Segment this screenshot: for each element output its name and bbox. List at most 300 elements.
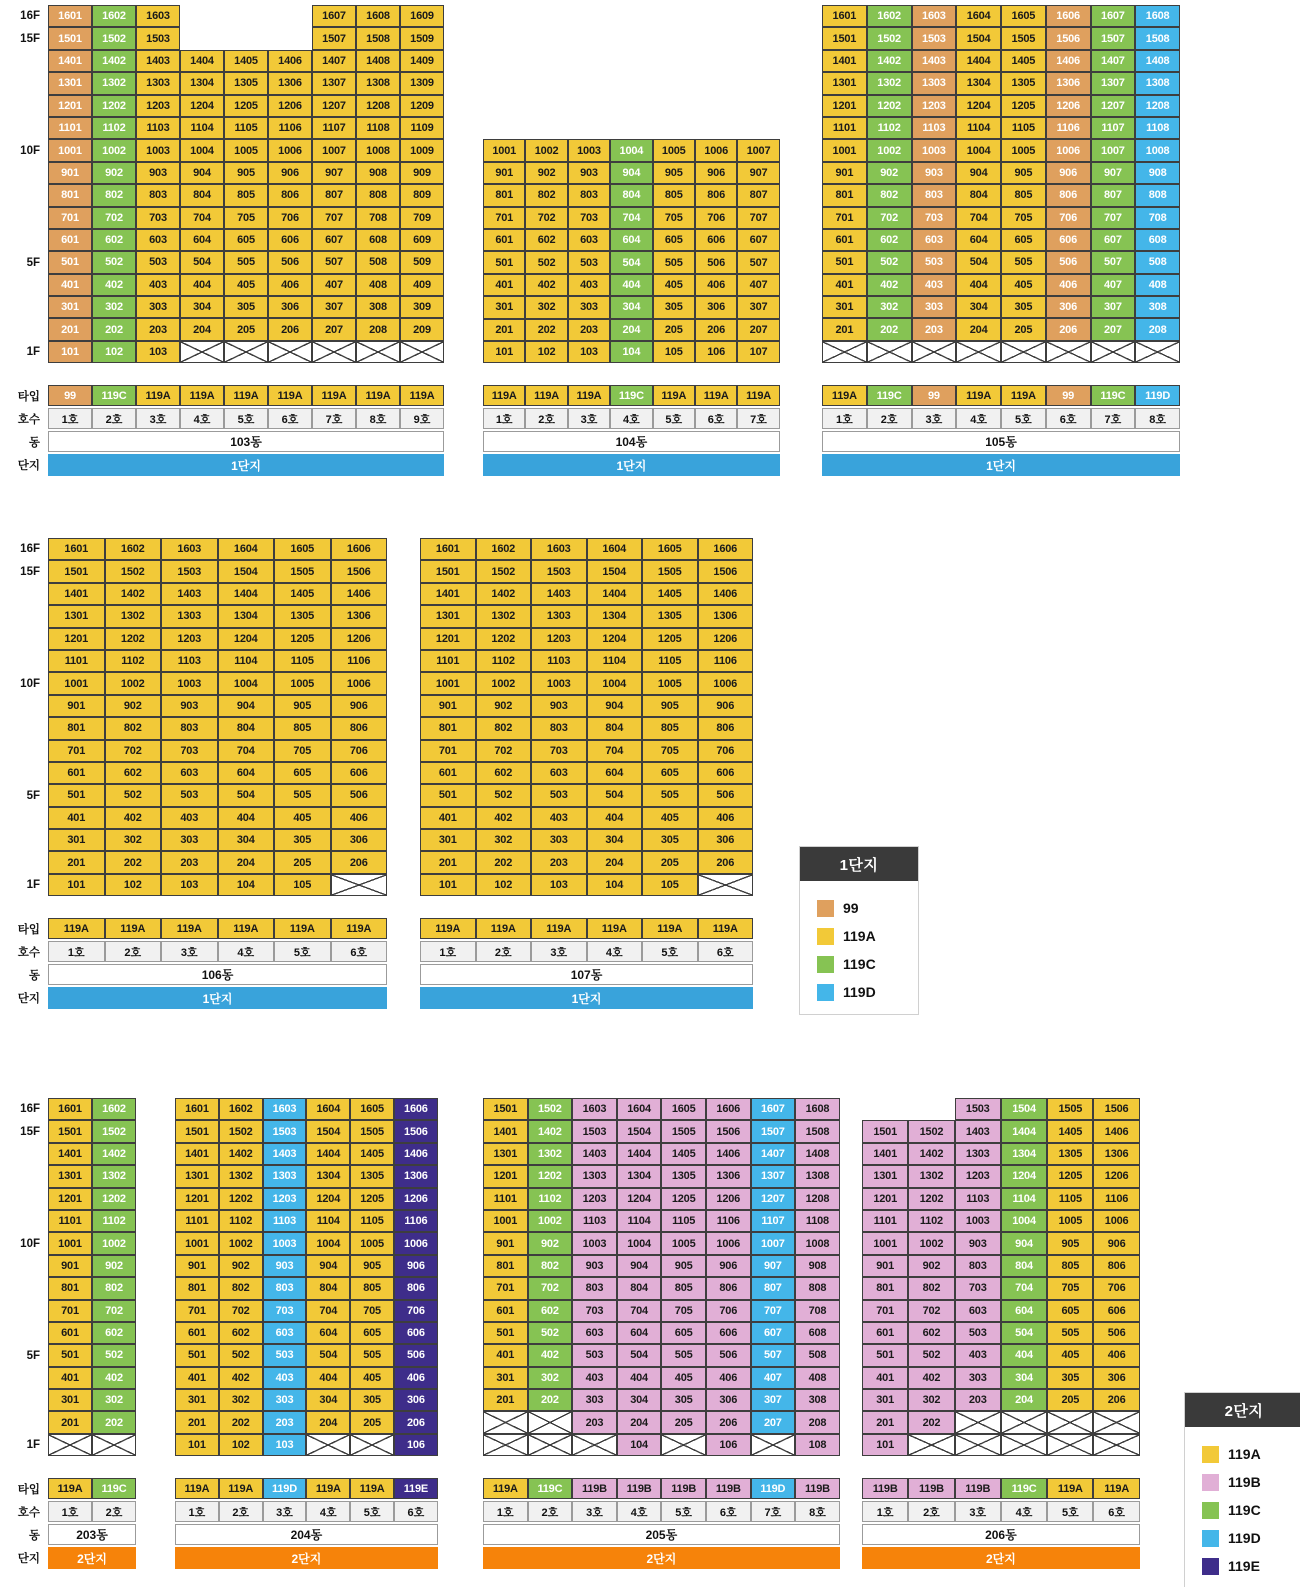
unit-cell[interactable]: 301	[48, 296, 92, 318]
unit-cell[interactable]: 1505	[642, 560, 698, 582]
unit-cell[interactable]: 604	[956, 229, 1001, 251]
unit-cell[interactable]: 606	[1046, 229, 1091, 251]
unit-cell[interactable]: 406	[1046, 274, 1091, 296]
unit-cell[interactable]: 1604	[218, 538, 275, 560]
unit-cell[interactable]: 605	[661, 1322, 706, 1344]
unit-cell[interactable]: 703	[955, 1277, 1001, 1299]
unit-cell[interactable]: 209	[400, 318, 444, 340]
unit-cell[interactable]: 605	[1001, 229, 1046, 251]
unit-cell[interactable]: 203	[136, 318, 180, 340]
unit-cell[interactable]: 901	[420, 695, 476, 717]
unit-cell[interactable]: 1608	[1135, 5, 1180, 27]
unit-cell[interactable]: 501	[420, 784, 476, 806]
unit-cell[interactable]: 1106	[331, 650, 388, 672]
unit-cell[interactable]: 405	[1047, 1344, 1093, 1366]
unit-cell[interactable]: 1604	[587, 538, 643, 560]
unit-cell[interactable]: 202	[476, 851, 532, 873]
unit-cell[interactable]: 1501	[48, 1120, 92, 1142]
unit-cell[interactable]: 301	[175, 1389, 219, 1411]
unit-cell[interactable]: 501	[483, 1322, 528, 1344]
unit-cell[interactable]: 501	[822, 251, 867, 273]
unit-cell[interactable]: 1103	[263, 1210, 307, 1232]
unit-cell[interactable]: 1202	[92, 95, 136, 117]
unit-cell[interactable]: 406	[1093, 1344, 1139, 1366]
unit-cell[interactable]: 803	[161, 717, 218, 739]
unit-cell[interactable]: 1406	[1093, 1120, 1139, 1142]
unit-cell[interactable]: 406	[695, 274, 737, 296]
unit-cell[interactable]: 1308	[356, 72, 400, 94]
unit-cell[interactable]: 1509	[400, 27, 444, 49]
unit-cell[interactable]: 504	[956, 251, 1001, 273]
unit-cell[interactable]: 701	[483, 207, 525, 229]
unit-cell[interactable]: 804	[610, 184, 652, 206]
unit-cell[interactable]: 606	[394, 1322, 438, 1344]
unit-cell[interactable]: 1306	[331, 605, 388, 627]
unit-cell[interactable]: 403	[912, 274, 957, 296]
unit-cell[interactable]: 603	[531, 762, 587, 784]
unit-cell[interactable]: 1603	[912, 5, 957, 27]
unit-cell[interactable]: 1605	[274, 538, 331, 560]
unit-cell[interactable]: 906	[695, 162, 737, 184]
unit-cell[interactable]: 805	[661, 1277, 706, 1299]
unit-cell[interactable]: 1407	[1091, 50, 1136, 72]
unit-cell[interactable]: 601	[822, 229, 867, 251]
unit-cell[interactable]: 105	[274, 874, 331, 896]
unit-cell[interactable]: 306	[698, 829, 754, 851]
unit-cell[interactable]: 303	[568, 296, 610, 318]
unit-cell[interactable]: 205	[1001, 318, 1046, 340]
unit-cell[interactable]: 1402	[92, 50, 136, 72]
unit-cell[interactable]: 206	[706, 1411, 751, 1433]
unit-cell[interactable]: 904	[180, 162, 224, 184]
unit-cell[interactable]: 1501	[48, 560, 105, 582]
unit-cell[interactable]: 1504	[218, 560, 275, 582]
unit-cell[interactable]: 1207	[312, 95, 356, 117]
unit-cell[interactable]: 703	[912, 207, 957, 229]
unit-cell[interactable]: 1304	[218, 605, 275, 627]
unit-cell[interactable]: 1205	[1047, 1165, 1093, 1187]
unit-cell[interactable]: 1305	[224, 72, 268, 94]
unit-cell[interactable]: 709	[400, 207, 444, 229]
unit-cell[interactable]: 306	[268, 296, 312, 318]
unit-cell[interactable]: 1504	[1001, 1098, 1047, 1120]
unit-cell[interactable]: 1606	[331, 538, 388, 560]
unit-cell[interactable]: 1404	[1001, 1120, 1047, 1142]
unit-cell[interactable]: 505	[661, 1344, 706, 1366]
unit-cell[interactable]: 305	[224, 296, 268, 318]
unit-cell[interactable]: 804	[1001, 1255, 1047, 1277]
unit-cell[interactable]: 507	[312, 251, 356, 273]
unit-cell[interactable]: 602	[908, 1322, 954, 1344]
unit-cell[interactable]: 804	[180, 184, 224, 206]
unit-cell[interactable]: 401	[175, 1367, 219, 1389]
unit-cell[interactable]: 1306	[706, 1165, 751, 1187]
unit-cell[interactable]: 1102	[219, 1210, 263, 1232]
unit-cell[interactable]: 905	[350, 1255, 394, 1277]
unit-cell[interactable]: 1008	[1135, 139, 1180, 161]
unit-cell[interactable]: 204	[1001, 1389, 1047, 1411]
unit-cell[interactable]: 106	[706, 1434, 751, 1456]
unit-cell[interactable]: 907	[751, 1255, 796, 1277]
unit-cell[interactable]: 504	[1001, 1322, 1047, 1344]
unit-cell[interactable]: 1408	[356, 50, 400, 72]
unit-cell[interactable]: 703	[572, 1300, 617, 1322]
unit-cell[interactable]: 704	[617, 1300, 662, 1322]
unit-cell[interactable]: 204	[617, 1411, 662, 1433]
unit-cell[interactable]: 807	[312, 184, 356, 206]
unit-cell[interactable]: 1606	[394, 1098, 438, 1120]
unit-cell[interactable]: 701	[48, 1300, 92, 1322]
unit-cell[interactable]: 708	[1135, 207, 1180, 229]
unit-cell[interactable]: 1206	[394, 1188, 438, 1210]
unit-cell[interactable]: 1406	[706, 1143, 751, 1165]
unit-cell[interactable]: 1206	[706, 1188, 751, 1210]
unit-cell[interactable]: 201	[48, 1411, 92, 1433]
unit-cell[interactable]: 603	[136, 229, 180, 251]
unit-cell[interactable]: 303	[161, 829, 218, 851]
unit-cell[interactable]: 1109	[400, 117, 444, 139]
unit-cell[interactable]: 806	[695, 184, 737, 206]
unit-cell[interactable]: 606	[706, 1322, 751, 1344]
unit-cell[interactable]: 1205	[350, 1188, 394, 1210]
unit-cell[interactable]: 1001	[822, 139, 867, 161]
unit-cell[interactable]: 1508	[795, 1120, 840, 1142]
unit-cell[interactable]: 507	[1091, 251, 1136, 273]
unit-cell[interactable]: 705	[274, 740, 331, 762]
unit-cell[interactable]: 903	[912, 162, 957, 184]
unit-cell[interactable]: 203	[568, 319, 610, 341]
unit-cell[interactable]: 1102	[92, 117, 136, 139]
unit-cell[interactable]: 402	[528, 1344, 573, 1366]
unit-cell[interactable]: 1409	[400, 50, 444, 72]
unit-cell[interactable]: 305	[661, 1389, 706, 1411]
unit-cell[interactable]: 608	[795, 1322, 840, 1344]
unit-cell[interactable]: 104	[587, 874, 643, 896]
unit-cell[interactable]: 1501	[420, 560, 476, 582]
unit-cell[interactable]: 308	[356, 296, 400, 318]
unit-cell[interactable]: 1203	[136, 95, 180, 117]
unit-cell[interactable]: 101	[175, 1434, 219, 1456]
unit-cell[interactable]: 603	[572, 1322, 617, 1344]
unit-cell[interactable]: 906	[698, 695, 754, 717]
unit-cell[interactable]: 1204	[587, 628, 643, 650]
unit-cell[interactable]: 904	[306, 1255, 350, 1277]
unit-cell[interactable]: 1001	[483, 139, 525, 161]
unit-cell[interactable]: 206	[698, 851, 754, 873]
unit-cell[interactable]: 1504	[306, 1120, 350, 1142]
unit-cell[interactable]: 902	[219, 1255, 263, 1277]
unit-cell[interactable]: 1102	[867, 117, 912, 139]
unit-cell[interactable]: 1405	[642, 583, 698, 605]
unit-cell[interactable]: 1405	[1047, 1120, 1093, 1142]
unit-cell[interactable]: 1607	[751, 1098, 796, 1120]
unit-cell[interactable]: 603	[568, 229, 610, 251]
unit-cell[interactable]: 1401	[175, 1143, 219, 1165]
unit-cell[interactable]: 204	[956, 318, 1001, 340]
unit-cell[interactable]: 506	[706, 1344, 751, 1366]
unit-cell[interactable]: 1203	[912, 95, 957, 117]
unit-cell[interactable]: 708	[795, 1300, 840, 1322]
unit-cell[interactable]: 1605	[642, 538, 698, 560]
unit-cell[interactable]: 608	[356, 229, 400, 251]
unit-cell[interactable]: 1408	[1135, 50, 1180, 72]
unit-cell[interactable]: 1603	[263, 1098, 307, 1120]
unit-cell[interactable]: 1003	[263, 1232, 307, 1254]
unit-cell[interactable]: 1006	[706, 1232, 751, 1254]
unit-cell[interactable]: 702	[528, 1277, 573, 1299]
unit-cell[interactable]: 1107	[312, 117, 356, 139]
unit-cell[interactable]: 1002	[92, 1232, 136, 1254]
unit-cell[interactable]: 604	[180, 229, 224, 251]
unit-cell[interactable]: 1201	[48, 95, 92, 117]
unit-cell[interactable]: 103	[263, 1434, 307, 1456]
unit-cell[interactable]: 1106	[268, 117, 312, 139]
unit-cell[interactable]: 806	[394, 1277, 438, 1299]
unit-cell[interactable]: 304	[306, 1389, 350, 1411]
unit-cell[interactable]: 1502	[92, 27, 136, 49]
unit-cell[interactable]: 807	[737, 184, 779, 206]
unit-cell[interactable]: 806	[698, 717, 754, 739]
unit-cell[interactable]: 1101	[822, 117, 867, 139]
unit-cell[interactable]: 306	[1093, 1367, 1139, 1389]
unit-cell[interactable]: 704	[306, 1300, 350, 1322]
unit-cell[interactable]: 805	[1001, 184, 1046, 206]
unit-cell[interactable]: 402	[219, 1367, 263, 1389]
unit-cell[interactable]: 706	[698, 740, 754, 762]
unit-cell[interactable]: 1205	[1001, 95, 1046, 117]
unit-cell[interactable]: 1303	[263, 1165, 307, 1187]
unit-cell[interactable]: 606	[268, 229, 312, 251]
unit-cell[interactable]: 1203	[263, 1188, 307, 1210]
unit-cell[interactable]: 808	[1135, 184, 1180, 206]
unit-cell[interactable]: 408	[1135, 274, 1180, 296]
unit-cell[interactable]: 1201	[483, 1165, 528, 1187]
unit-cell[interactable]: 1402	[105, 583, 162, 605]
unit-cell[interactable]: 202	[908, 1411, 954, 1433]
unit-cell[interactable]: 1203	[161, 628, 218, 650]
unit-cell[interactable]: 606	[331, 762, 388, 784]
unit-cell[interactable]: 401	[483, 1344, 528, 1366]
unit-cell[interactable]: 802	[219, 1277, 263, 1299]
unit-cell[interactable]: 309	[400, 296, 444, 318]
unit-cell[interactable]: 805	[1047, 1255, 1093, 1277]
unit-cell[interactable]: 701	[862, 1300, 908, 1322]
unit-cell[interactable]: 705	[1001, 207, 1046, 229]
unit-cell[interactable]: 1505	[350, 1120, 394, 1142]
unit-cell[interactable]: 804	[617, 1277, 662, 1299]
unit-cell[interactable]: 1005	[350, 1232, 394, 1254]
unit-cell[interactable]: 1301	[48, 1165, 92, 1187]
unit-cell[interactable]: 1201	[48, 628, 105, 650]
unit-cell[interactable]: 1508	[356, 27, 400, 49]
unit-cell[interactable]: 303	[912, 296, 957, 318]
unit-cell[interactable]: 1206	[698, 628, 754, 650]
unit-cell[interactable]: 1404	[956, 50, 1001, 72]
unit-cell[interactable]: 1104	[180, 117, 224, 139]
unit-cell[interactable]: 1601	[48, 1098, 92, 1120]
unit-cell[interactable]: 1002	[219, 1232, 263, 1254]
unit-cell[interactable]: 804	[306, 1277, 350, 1299]
unit-cell[interactable]: 609	[400, 229, 444, 251]
unit-cell[interactable]: 404	[610, 274, 652, 296]
unit-cell[interactable]: 907	[312, 162, 356, 184]
unit-cell[interactable]: 1604	[956, 5, 1001, 27]
unit-cell[interactable]: 1106	[698, 650, 754, 672]
unit-cell[interactable]: 303	[572, 1389, 617, 1411]
unit-cell[interactable]: 1002	[908, 1232, 954, 1254]
unit-cell[interactable]: 202	[525, 319, 567, 341]
unit-cell[interactable]: 903	[161, 695, 218, 717]
unit-cell[interactable]: 1602	[219, 1098, 263, 1120]
unit-cell[interactable]: 1005	[1001, 139, 1046, 161]
unit-cell[interactable]: 704	[218, 740, 275, 762]
unit-cell[interactable]: 1205	[224, 95, 268, 117]
unit-cell[interactable]: 1302	[92, 1165, 136, 1187]
unit-cell[interactable]: 702	[867, 207, 912, 229]
unit-cell[interactable]: 1202	[92, 1188, 136, 1210]
unit-cell[interactable]: 901	[175, 1255, 219, 1277]
unit-cell[interactable]: 1004	[587, 672, 643, 694]
unit-cell[interactable]: 1202	[105, 628, 162, 650]
unit-cell[interactable]: 1003	[955, 1210, 1001, 1232]
unit-cell[interactable]: 1505	[274, 560, 331, 582]
unit-cell[interactable]: 902	[92, 162, 136, 184]
unit-cell[interactable]: 1303	[955, 1143, 1001, 1165]
unit-cell[interactable]: 706	[331, 740, 388, 762]
unit-cell[interactable]: 306	[394, 1389, 438, 1411]
unit-cell[interactable]: 904	[610, 162, 652, 184]
unit-cell[interactable]: 1007	[312, 139, 356, 161]
unit-cell[interactable]: 302	[105, 829, 162, 851]
unit-cell[interactable]: 1401	[48, 50, 92, 72]
unit-cell[interactable]: 206	[268, 318, 312, 340]
unit-cell[interactable]: 707	[737, 207, 779, 229]
unit-cell[interactable]: 1303	[136, 72, 180, 94]
unit-cell[interactable]: 1604	[306, 1098, 350, 1120]
unit-cell[interactable]: 602	[92, 1322, 136, 1344]
unit-cell[interactable]: 1008	[795, 1232, 840, 1254]
unit-cell[interactable]: 203	[161, 851, 218, 873]
unit-cell[interactable]: 506	[331, 784, 388, 806]
unit-cell[interactable]: 905	[653, 162, 695, 184]
unit-cell[interactable]: 702	[219, 1300, 263, 1322]
unit-cell[interactable]: 1301	[862, 1165, 908, 1187]
unit-cell[interactable]: 807	[751, 1277, 796, 1299]
unit-cell[interactable]: 1302	[528, 1143, 573, 1165]
unit-cell[interactable]: 502	[92, 1344, 136, 1366]
unit-cell[interactable]: 1106	[1093, 1188, 1139, 1210]
unit-cell[interactable]: 706	[695, 207, 737, 229]
unit-cell[interactable]: 601	[483, 229, 525, 251]
unit-cell[interactable]: 601	[48, 229, 92, 251]
unit-cell[interactable]: 903	[531, 695, 587, 717]
unit-cell[interactable]: 802	[105, 717, 162, 739]
unit-cell[interactable]: 1306	[1046, 72, 1091, 94]
unit-cell[interactable]: 1002	[528, 1210, 573, 1232]
unit-cell[interactable]: 204	[218, 851, 275, 873]
unit-cell[interactable]: 1204	[617, 1188, 662, 1210]
unit-cell[interactable]: 1304	[587, 605, 643, 627]
unit-cell[interactable]: 1401	[48, 1143, 92, 1165]
unit-cell[interactable]: 1301	[822, 72, 867, 94]
unit-cell[interactable]: 802	[528, 1255, 573, 1277]
unit-cell[interactable]: 1306	[268, 72, 312, 94]
unit-cell[interactable]: 1102	[92, 1210, 136, 1232]
unit-cell[interactable]: 1402	[908, 1143, 954, 1165]
unit-cell[interactable]: 201	[483, 319, 525, 341]
unit-cell[interactable]: 1105	[661, 1210, 706, 1232]
unit-cell[interactable]: 405	[642, 807, 698, 829]
unit-cell[interactable]: 503	[161, 784, 218, 806]
unit-cell[interactable]: 402	[92, 274, 136, 296]
unit-cell[interactable]: 403	[955, 1344, 1001, 1366]
unit-cell[interactable]: 404	[956, 274, 1001, 296]
unit-cell[interactable]: 1003	[912, 139, 957, 161]
unit-cell[interactable]: 901	[483, 162, 525, 184]
unit-cell[interactable]: 801	[48, 184, 92, 206]
unit-cell[interactable]: 301	[420, 829, 476, 851]
unit-cell[interactable]: 706	[268, 207, 312, 229]
unit-cell[interactable]: 803	[572, 1277, 617, 1299]
unit-cell[interactable]: 1103	[161, 650, 218, 672]
unit-cell[interactable]: 508	[356, 251, 400, 273]
unit-cell[interactable]: 1003	[568, 139, 610, 161]
unit-cell[interactable]: 102	[105, 874, 162, 896]
unit-cell[interactable]: 1207	[1091, 95, 1136, 117]
unit-cell[interactable]: 1003	[161, 672, 218, 694]
unit-cell[interactable]: 304	[587, 829, 643, 851]
unit-cell[interactable]: 806	[268, 184, 312, 206]
unit-cell[interactable]: 1406	[698, 583, 754, 605]
unit-cell[interactable]: 406	[698, 807, 754, 829]
unit-cell[interactable]: 901	[48, 1255, 92, 1277]
unit-cell[interactable]: 1305	[661, 1165, 706, 1187]
unit-cell[interactable]: 1006	[1046, 139, 1091, 161]
unit-cell[interactable]: 808	[356, 184, 400, 206]
unit-cell[interactable]: 1102	[476, 650, 532, 672]
unit-cell[interactable]: 803	[568, 184, 610, 206]
unit-cell[interactable]: 501	[862, 1344, 908, 1366]
unit-cell[interactable]: 1505	[1001, 27, 1046, 49]
unit-cell[interactable]: 1101	[483, 1188, 528, 1210]
unit-cell[interactable]: 502	[525, 251, 567, 273]
unit-cell[interactable]: 1301	[48, 605, 105, 627]
unit-cell[interactable]: 505	[350, 1344, 394, 1366]
unit-cell[interactable]: 805	[350, 1277, 394, 1299]
unit-cell[interactable]: 1507	[1091, 27, 1136, 49]
unit-cell[interactable]: 1202	[219, 1188, 263, 1210]
unit-cell[interactable]: 803	[263, 1277, 307, 1299]
unit-cell[interactable]: 806	[1046, 184, 1091, 206]
unit-cell[interactable]: 302	[867, 296, 912, 318]
unit-cell[interactable]: 602	[92, 229, 136, 251]
unit-cell[interactable]: 1202	[528, 1165, 573, 1187]
unit-cell[interactable]: 1304	[956, 72, 1001, 94]
unit-cell[interactable]: 1406	[1046, 50, 1091, 72]
unit-cell[interactable]: 1403	[531, 583, 587, 605]
unit-cell[interactable]: 905	[642, 695, 698, 717]
unit-cell[interactable]: 1002	[105, 672, 162, 694]
unit-cell[interactable]: 801	[48, 1277, 92, 1299]
unit-cell[interactable]: 306	[1046, 296, 1091, 318]
unit-cell[interactable]: 1305	[350, 1165, 394, 1187]
unit-cell[interactable]: 703	[263, 1300, 307, 1322]
unit-cell[interactable]: 1103	[136, 117, 180, 139]
unit-cell[interactable]: 601	[862, 1322, 908, 1344]
unit-cell[interactable]: 203	[531, 851, 587, 873]
unit-cell[interactable]: 1502	[219, 1120, 263, 1142]
unit-cell[interactable]: 302	[92, 296, 136, 318]
